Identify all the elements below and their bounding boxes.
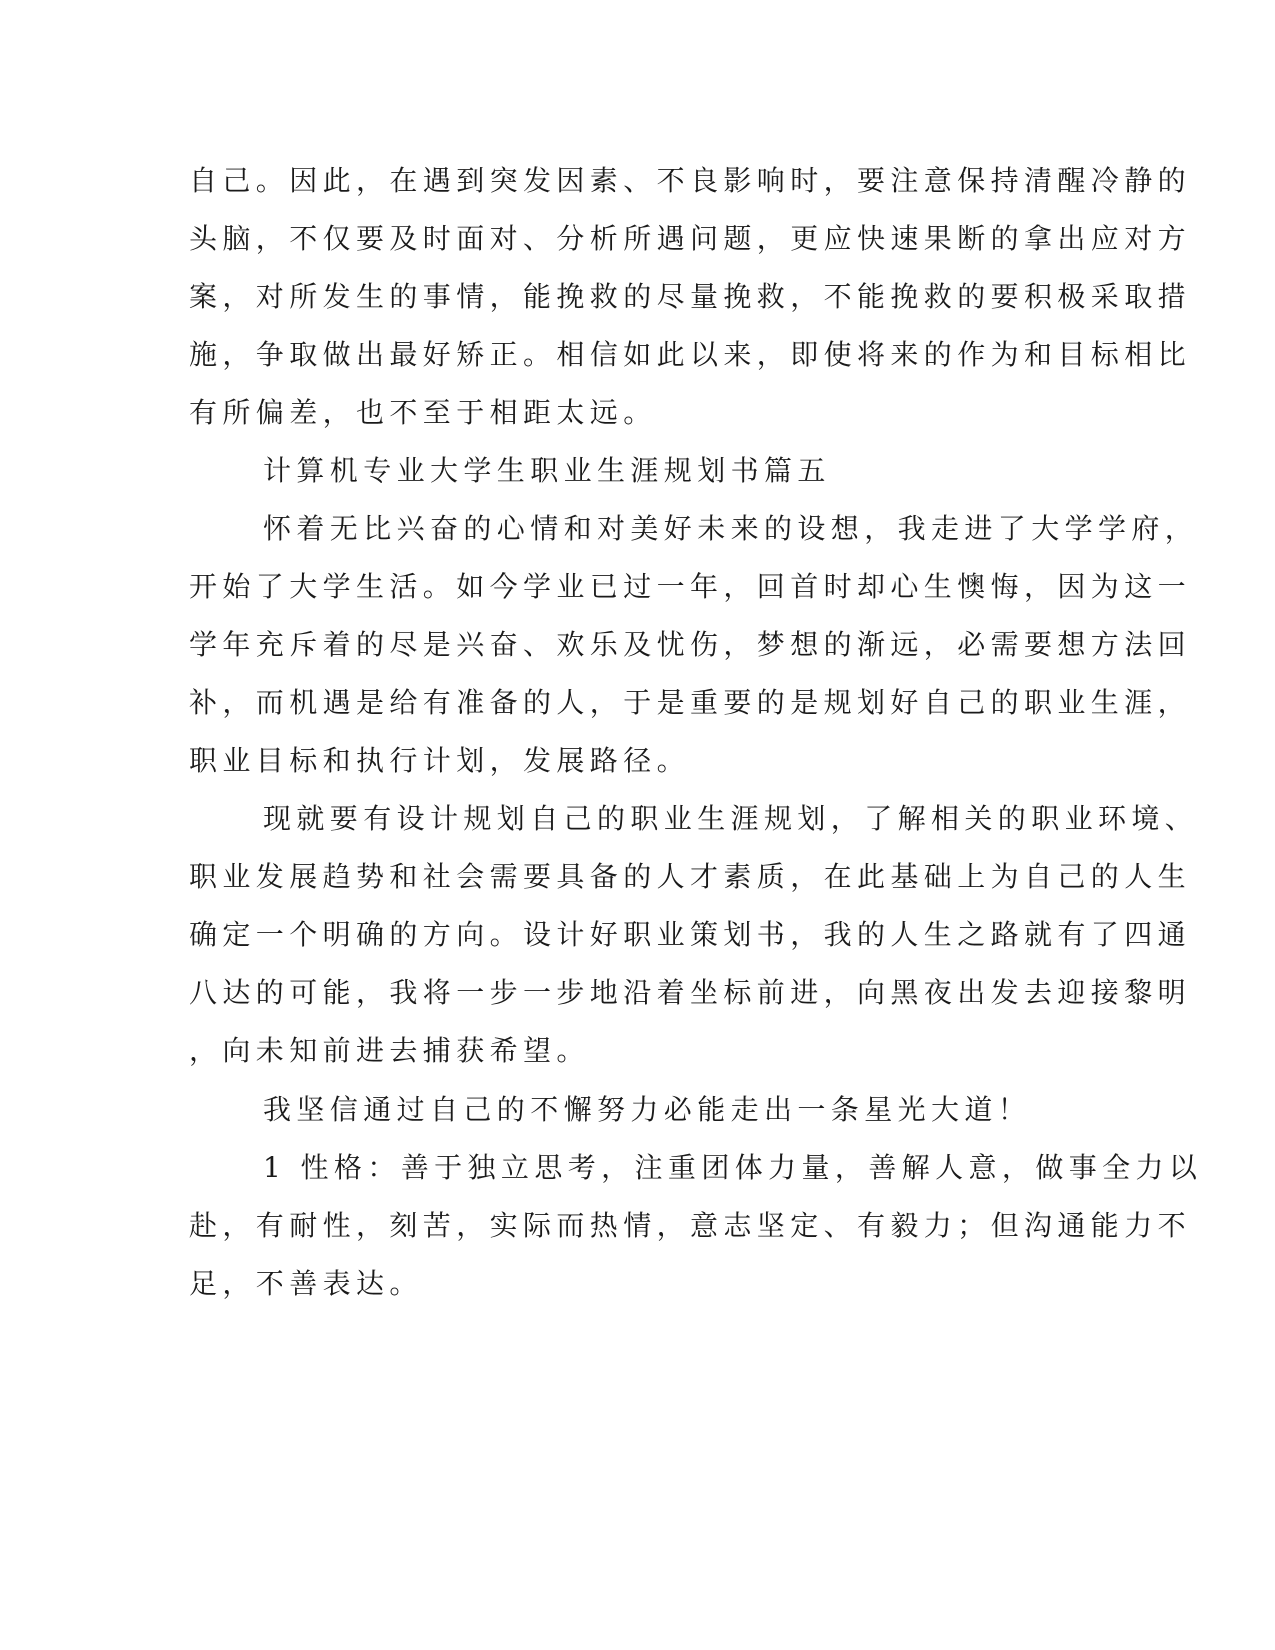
paragraph-line: 职业目标和执行计划，发展路径。 — [189, 744, 691, 777]
paragraph-line: 案，对所发生的事情，能挽救的尽量挽救，不能挽救的要积极采取措 — [189, 280, 1192, 313]
paragraph-line: 我坚信通过自己的不懈努力必能走出一条星光大道！ — [263, 1093, 1032, 1126]
paragraph-line: 自己。因此，在遇到突发因素、不良影响时，要注意保持清醒冷静的 — [189, 164, 1192, 197]
paragraph-line: 补，而机遇是给有准备的人，于是重要的是规划好自己的职业生涯， — [189, 686, 1192, 719]
paragraph-line: 头脑，不仅要及时面对、分析所遇问题，更应快速果断的拿出应对方 — [189, 222, 1192, 255]
paragraph-line: 施，争取做出最好矫正。相信如此以来，即使将来的作为和目标相比 — [189, 338, 1192, 371]
paragraph-line: 八达的可能，我将一步一步地沿着坐标前进，向黑夜出发去迎接黎明 — [189, 976, 1192, 1009]
paragraph-line: 开始了大学生活。如今学业已过一年，回首时却心生懊悔，因为这一 — [189, 570, 1192, 603]
paragraph-line: 有所偏差，也不至于相距太远。 — [189, 396, 657, 429]
paragraph-line: 赴，有耐性，刻苦，实际而热情，意志坚定、有毅力；但沟通能力不 — [189, 1209, 1192, 1242]
paragraph-line: 学年充斥着的尽是兴奋、欢乐及忧伤，梦想的渐远，必需要想方法回 — [189, 628, 1192, 661]
paragraph-line: 1 性格：善于独立思考，注重团体力量，善解人意，做事全力以 — [263, 1151, 1203, 1184]
paragraph-line: 怀着无比兴奋的心情和对美好未来的设想，我走进了大学学府， — [263, 512, 1199, 545]
section-heading: 计算机专业大学生职业生涯规划书篇五 — [263, 454, 831, 487]
paragraph-line: 确定一个明确的方向。设计好职业策划书，我的人生之路就有了四通 — [189, 918, 1192, 951]
paragraph-line: ，向未知前进去捕获希望。 — [189, 1034, 590, 1067]
paragraph-line: 足，不善表达。 — [189, 1267, 423, 1300]
paragraph-line: 现就要有设计规划自己的职业生涯规划，了解相关的职业环境、 — [263, 802, 1199, 835]
paragraph-line: 职业发展趋势和社会需要具备的人才素质，在此基础上为自己的人生 — [189, 860, 1192, 893]
